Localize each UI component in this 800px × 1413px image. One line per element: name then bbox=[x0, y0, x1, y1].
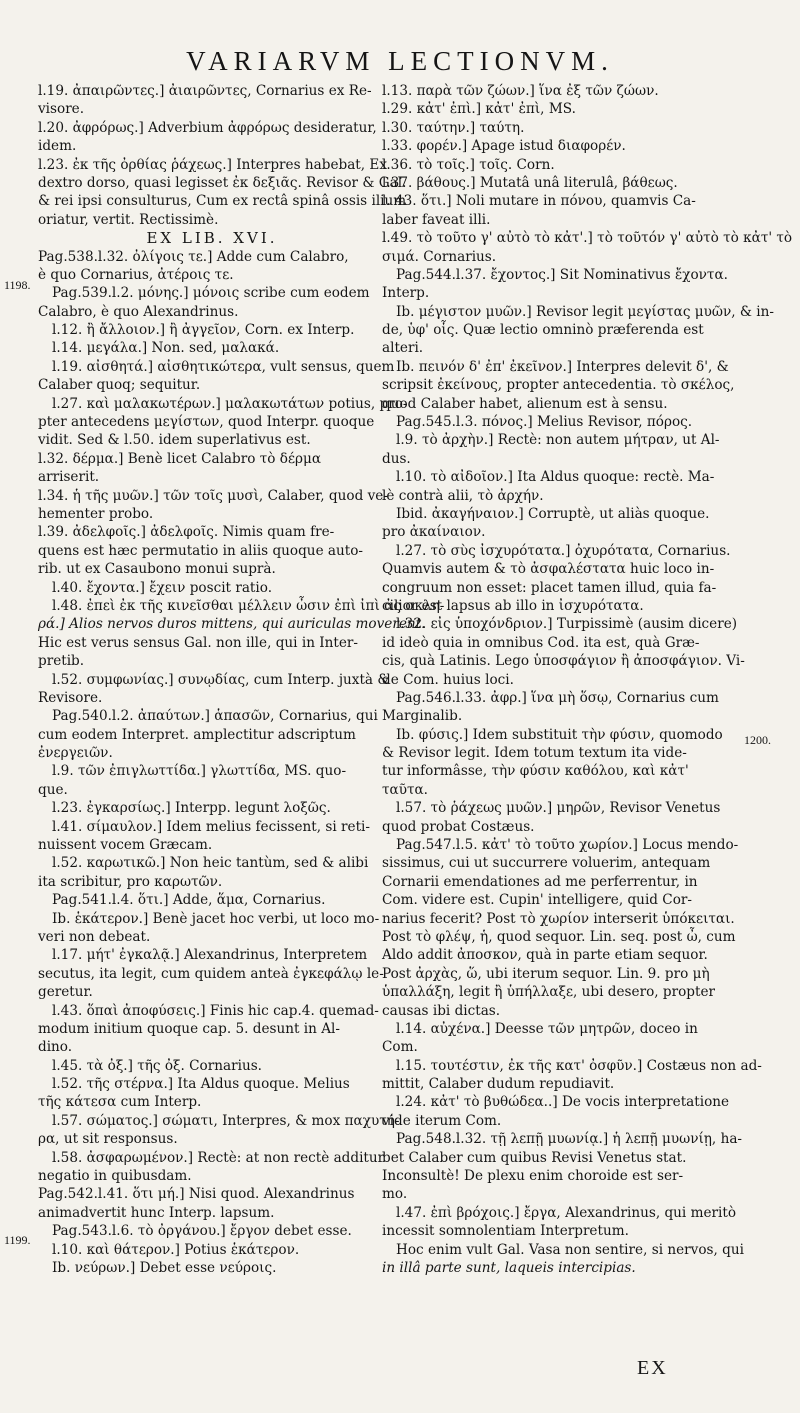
text-line: ρα, ut sit responsus. bbox=[38, 1131, 178, 1148]
text-line: Pag.538.l.32. ὀλίγοις τε.] Adde cum Calabro, bbox=[38, 248, 349, 265]
text-line: l.17. μήτ' ἐγκαλᾷ.] Alexandrinus, Interpretem bbox=[52, 947, 368, 964]
text-line: secutus, ita legit, cum quidem anteà ἐγκεφάλῳ le- bbox=[38, 965, 384, 982]
text-line: l.57. σώματος.] σώματι, Interpres, & mox παχυτή- bbox=[52, 1112, 400, 1129]
text-line: pro ἀκαίναιον. bbox=[382, 524, 486, 541]
text-line: dextro dorso, quasi legisset ἐκ δεξιᾶς. Revisor & Gal. bbox=[38, 174, 407, 191]
text-line: l.41. σίμαυλον.] Idem melius fecissent, si reti- bbox=[52, 818, 370, 835]
text-line: Pag.548.l.32. τῇ λεπῇ μυωνίᾳ.] ἡ λεπῇ μυωνίῃ, ha- bbox=[396, 1131, 743, 1148]
text-line: l.12. ἢ ἄλλοιον.] ἢ ἀγγεῖον, Corn. ex Interp. bbox=[52, 322, 355, 339]
text-line: ταῦτα. bbox=[382, 781, 428, 798]
running-header: VARIARVM LECTIONVM. bbox=[186, 46, 614, 76]
text-line: l.52. τῆς στέρνα.] Ita Aldus quoque. Melius bbox=[52, 1076, 350, 1093]
text-line: pter antecedens μεγίστων, quod Interpr. quoque bbox=[38, 414, 375, 431]
text-line: Com. bbox=[382, 1039, 418, 1056]
text-line: incessit somnolentiam Interpretum. bbox=[382, 1223, 629, 1240]
text-line: l.20. ἀφρόρως.] Adverbium ἀφρόρως desideratur, bbox=[38, 119, 377, 136]
text-line: laber faveat illi. bbox=[382, 211, 491, 228]
text-line: Ib. νεύρων.] Debet esse νεύροις. bbox=[52, 1260, 277, 1276]
text-line: l.45. τὰ ὀξ.] τῆς ὀξ. Cornarius. bbox=[52, 1057, 262, 1074]
text-line: que. bbox=[38, 781, 68, 798]
text-line: Cornarii emendationes ad me perferrentur, in bbox=[382, 873, 698, 890]
text-line: l.9. τὸ ἀρχὴν.] Rectè: non autem μήτραν, ut Al- bbox=[396, 432, 720, 449]
text-line: idem. bbox=[38, 138, 77, 155]
text-line: cum eodem Interpret. amplectitur adscriptum bbox=[38, 726, 356, 743]
text-line: Ib. φύσις.] Idem substituit τὴν φύσιν, quomodo bbox=[396, 726, 723, 743]
text-line: Quamvis autem & τὸ ἀσφαλέστατα huic loco in- bbox=[382, 561, 715, 578]
text-line: causas ibi dictas. bbox=[382, 1002, 501, 1019]
text-line: Post ἀρχὰς, ὥ, ubi iterum sequor. Lin. 9. pro μὴ bbox=[382, 965, 710, 982]
text-line: l.30. ταύτην.] ταύτη. bbox=[382, 119, 525, 136]
text-line: bet Calaber cum quibus Revisi Venetus stat. bbox=[382, 1149, 687, 1166]
text-line: Com. videre est. Cupin' intelligere, quid Cor- bbox=[382, 892, 692, 909]
text-line: id ideò quia in omnibus Cod. ita est, quà Græ- bbox=[382, 634, 700, 651]
text-line: l.10. τὸ αἰδοῖον.] Ita Aldus quoque: rectè. Ma- bbox=[396, 469, 715, 486]
text-line: geretur. bbox=[38, 984, 93, 1001]
text-line: l.23. ἐκ τῆς ὀρθίας ῥάχεως.] Interpres habebat, Ex bbox=[38, 156, 387, 173]
text-line: Pag.545.l.3. πόνος.] Melius Revisor, πόρος. bbox=[396, 414, 693, 431]
text-line: τῆς κάτεσα cum Interp. bbox=[38, 1094, 202, 1111]
text-line: l.47. ἐπὶ βρόχοις.] ἔργα, Alexandrinus, qui meritò bbox=[396, 1204, 737, 1221]
text-line: visore. bbox=[38, 101, 85, 118]
text-line: l.19. αἰσθητά.] αἰσθητικώτερα, vult sensus, quem bbox=[52, 358, 395, 375]
text-line: quens est hæc permutatio in aliis quoque auto- bbox=[38, 542, 364, 559]
text-line: l.34. ἡ τῆς μυῶν.] τῶν τοῖς μυσὶ, Calaber, quod ve- bbox=[38, 487, 388, 504]
text-line: ἐνεργειῶν. bbox=[38, 745, 113, 762]
text-line: Pag.546.l.33. ἀφρ.] ἵνα μὴ ὅσῳ, Cornarius cum bbox=[396, 689, 719, 706]
text-line: ita scribitur, pro καρωτῶν. bbox=[38, 873, 223, 890]
text-line: Ib. ἑκάτερον.] Benè jacet hoc verbi, ut loco mo- bbox=[52, 910, 380, 927]
text-line: & Revisor legit. Idem totum textum ita vide- bbox=[382, 745, 687, 762]
text-line: dus. bbox=[382, 450, 411, 467]
margin-note-1200: 1200. bbox=[744, 733, 771, 747]
text-line: tur informâsse, τὴν φύσιν καθόλου, καὶ κἀτ' bbox=[382, 763, 689, 780]
text-line: hementer probo. bbox=[38, 505, 154, 522]
text-line: Calaber quoq; sequitur. bbox=[38, 377, 201, 394]
text-line: σιμά. Cornarius. bbox=[382, 248, 497, 265]
text-line: Pag.539.l.2. μόνης.] μόνοις scribe cum eodem bbox=[52, 285, 370, 302]
text-line: Pag.543.l.6. τὸ ὀργάνου.] ἔργον debet esse. bbox=[52, 1223, 352, 1240]
text-line: lè contrà alii, τὸ ἀρχήν. bbox=[382, 487, 544, 504]
text-line: animadvertit hunc Interp. lapsum. bbox=[38, 1204, 275, 1221]
text-line: vide iterum Com. bbox=[382, 1112, 502, 1129]
text-line: l.19. ἀπαιρῶντες.] ἀιαιρῶντες, Cornarius ex Re- bbox=[38, 83, 372, 99]
text-line: pretib. bbox=[38, 653, 85, 670]
text-line: Ib. πεινόν δ' ἐπ' ἐκεῖνον.] Interpres delevit δ', & bbox=[396, 358, 729, 375]
catchword: EX bbox=[637, 1357, 668, 1379]
margin-note-1198: 1198. bbox=[4, 278, 31, 292]
text-line: Pag.542.l.41. ὅτι μή.] Nisi quod. Alexandrinus bbox=[38, 1186, 355, 1203]
text-line: Inconsultè! De plexu enim choroide est ser- bbox=[382, 1168, 684, 1185]
text-line: narius fecerit? Post τὸ χωρίον interserit ὑπόκειται. bbox=[382, 910, 735, 927]
text-line: l.37. βάθους.] Mutatâ unâ literulâ, βάθεως. bbox=[382, 174, 678, 191]
text-line: cilior est lapsus ab illo in ἰσχυρότατα. bbox=[382, 597, 644, 614]
text-line: negatio in quibusdam. bbox=[38, 1168, 192, 1185]
text-line: quod Calaber habet, alienum est à sensu. bbox=[382, 395, 668, 412]
text-line: l.27. καὶ μαλακωτέρων.] μαλακωτάτων potius, pro- bbox=[52, 395, 408, 412]
text-line: l.52. καρωτικῶ.] Non heic tantùm, sed & alibi bbox=[52, 855, 369, 872]
text-line: l.9. τῶν ἐπιγλωττίδα.] γλωττίδα, MS. quo- bbox=[52, 763, 347, 780]
text-line: & rei ipsi consulturus, Cum ex rectâ spinâ ossis ilium bbox=[38, 193, 407, 210]
text-line: ρά.] Alios nervos duros mittens, qui auriculas moverent. bbox=[38, 616, 426, 633]
text-line: Ibid. ἀκαγήναιον.] Corruptè, ut aliàs quoque. bbox=[396, 505, 710, 522]
text-line: arriserit. bbox=[38, 469, 100, 486]
text-line: l.14. αὐχένα.] Deesse τῶν μητρῶν, doceo in bbox=[396, 1020, 698, 1037]
text-line: l.32. εἰς ὑποχόνδριον.] Turpissimè (ausim dicere) bbox=[396, 616, 738, 633]
text-line: dino. bbox=[38, 1039, 73, 1056]
text-line: quod probat Costæus. bbox=[382, 818, 535, 835]
text-line: de, ὑφ' οἷς. Quæ lectio omninò præferenda est bbox=[382, 322, 704, 339]
text-line: cis, quà Latinis. Lego ὑποσφάγιον ἢ ἀποσφάγιον. Vi- bbox=[382, 653, 745, 670]
text-line: sissimus, cui ut succurrere voluerim, antequam bbox=[382, 855, 711, 872]
text-line: mo. bbox=[382, 1186, 408, 1203]
text-line: l.48. ἐπεὶ ἐκ τῆς κινεῖσθαι μέλλειν ὦσιν ἐπὶ ἰπὶ ἀς σκλη- bbox=[52, 597, 445, 614]
text-line: vidit. Sed & l.50. idem superlativus est. bbox=[38, 432, 311, 449]
text-line: l.24. κἀτ' τὸ βυθώδεα..] De vocis interpretatione bbox=[396, 1094, 730, 1111]
text-line: l.27. τὸ σὺς ἰσχυρότατα.] ὀχυρότατα, Cornarius. bbox=[396, 542, 731, 559]
text-line: l.57. τὸ ῥάχεως μυῶν.] μηρῶν, Revisor Venetus bbox=[396, 800, 721, 817]
text-line: congruum non esset: placet tamen illud, quia fa- bbox=[382, 579, 717, 596]
text-line: l.23. ἐγκαρσίως.] Interpp. legunt λοξῶς. bbox=[52, 800, 331, 817]
text-line: l. 43. ὅτι.] Noli mutare in πόνου, quamvis Ca- bbox=[382, 193, 696, 210]
text-line: mittit, Calaber dudum repudiavit. bbox=[382, 1076, 615, 1093]
text-line: Ib. μέγιστον μυῶν.] Revisor legit μεγίστας μυῶν, & in- bbox=[396, 303, 774, 320]
text-line: ὑπαλλάξη, legit ἢ ὑπήλλαξε, ubi desero, propter bbox=[382, 984, 715, 1001]
margin-note-1199: 1199. bbox=[4, 1233, 31, 1247]
text-line: l.32. δέρμα.] Benè licet Calabro τὸ δέρμα bbox=[38, 450, 321, 467]
text-line: l.10. καὶ θάτερον.] Potius ἑκάτερον. bbox=[52, 1241, 300, 1258]
text-line: nuissent vocem Græcam. bbox=[38, 837, 213, 854]
text-line: Pag.541.l.4. ὅτι.] Adde, ἅμα, Cornarius. bbox=[52, 892, 326, 909]
text-line: l.36. τὸ τοῖς.] τοῖς. Corn. bbox=[382, 156, 555, 173]
text-line: l.39. ἀδελφοῖς.] ἀδελφοῖς. Nimis quam fre- bbox=[38, 524, 335, 541]
text-line: Aldo addit ἀποσκον, quà in parte etiam sequor. bbox=[382, 947, 708, 964]
text-line: l.43. ὅπαὶ ἀποφύσεις.] Finis hic cap.4. quemad- bbox=[52, 1002, 379, 1019]
text-line: l.29. κἀτ' ἐπὶ.] κἀτ' ἐπὶ, MS. bbox=[382, 101, 576, 118]
text-line: l.40. ἔχοντα.] ἔχειν poscit ratio. bbox=[52, 579, 273, 596]
text-line: Pag.540.l.2. ἀπαύτων.] ἁπασῶν, Cornarius, qui bbox=[52, 708, 378, 725]
text-line: veri non debeat. bbox=[38, 928, 151, 945]
text-line: oriatur, vertit. Rectissimè. bbox=[38, 211, 219, 228]
text-line: Calabro, è quo Alexandrinus. bbox=[38, 303, 239, 320]
text-line: l.49. τὸ τοῦτο γ' αὐτὸ τὸ κἀτ'.] τὸ τοῦτόν γ' αὐτὸ τὸ κἀτ' τὸ bbox=[382, 230, 793, 247]
text-line: alteri. bbox=[382, 340, 424, 357]
text-line: Revisore. bbox=[38, 689, 103, 706]
text-line: modum initium quoque cap. 5. desunt in Al- bbox=[38, 1020, 340, 1037]
text-line: l.52. συμφωνίας.] συνῳδίας, cum Interp. juxtà & bbox=[52, 671, 390, 688]
text-line: l.58. ἀσφαρωμένον.] Rectè: at non rectè additur bbox=[52, 1149, 385, 1166]
text-line: Hic est verus sensus Gal. non ille, qui in Inter- bbox=[38, 634, 358, 651]
text-line: EX LIB. XVI. bbox=[146, 229, 278, 248]
text-line: l.15. τουτέστιν, ἐκ τῆς κατ' ὀσφῦν.] Costæus non ad- bbox=[396, 1057, 762, 1074]
text-line: in illâ parte sunt, laqueis intercipias. bbox=[382, 1260, 636, 1276]
text-line: Pag.544.l.37. ἔχοντος.] Sit Nominativus ἔχοντα. bbox=[396, 266, 728, 283]
text-line: l.14. μεγάλα.] Non. sed, μαλακά. bbox=[52, 340, 280, 357]
text-line: de Com. huius loci. bbox=[382, 671, 514, 688]
text-line: scripsit ἐκείνους, propter antecedentia. τὸ σκέλος, bbox=[382, 377, 735, 394]
text-line: l.13. παρὰ τῶν ζώων.] ἵνα ἐξ τῶν ζώων. bbox=[382, 83, 659, 99]
text-line: rib. ut ex Casaubono monui suprà. bbox=[38, 561, 276, 578]
text-line: l.33. φορέν.] Apage istud διαφορέν. bbox=[382, 138, 626, 155]
text-line: Interp. bbox=[382, 285, 430, 302]
text-line: Post τὸ φλέψ, ἡ, quod sequor. Lin. seq. post ὦ, cum bbox=[382, 928, 736, 945]
text-line: Marginalib. bbox=[382, 708, 463, 725]
text-line: è quo Cornarius, ἀτέροις τε. bbox=[38, 266, 234, 283]
text-line: Hoc enim vult Gal. Vasa non sentire, si nervos, qui bbox=[396, 1241, 744, 1258]
text-line: Pag.547.l.5. κἀτ' τὸ τοῦτο χωρίον.] Locus mendo- bbox=[396, 837, 739, 854]
